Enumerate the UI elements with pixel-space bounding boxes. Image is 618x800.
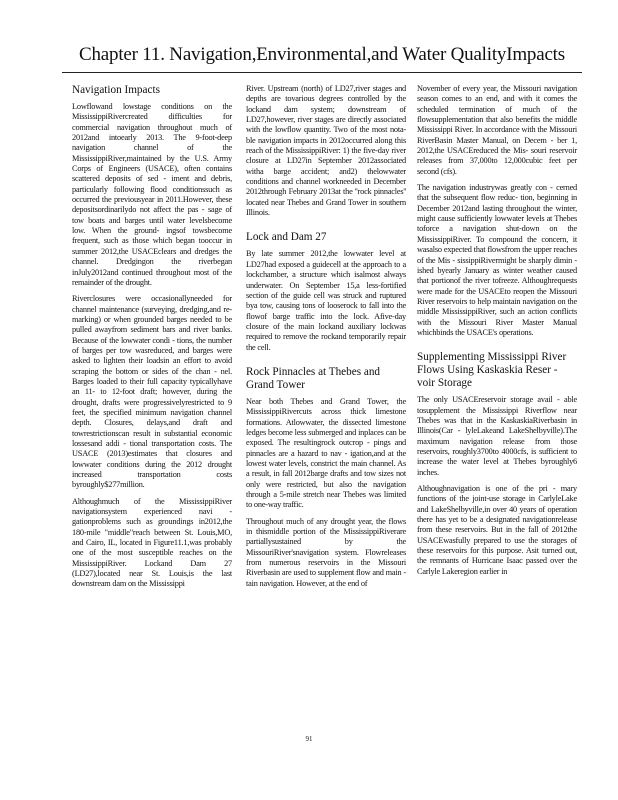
title-rule (62, 72, 582, 73)
paragraph: By late summer 2012,the lowwater level at LD27had exposed a guidecell at the approach to a lockchamber, a structure which isalmost always underwater. On September 15,a less-fortified section of the guide cell was struck and ruptured bya tow, causing tons of looserock to fall into the flowof barge traffic into the lock. Afive-day closure of the main lockand auxiliary lockwas required to remove the rockand temporarily repair the cell. (246, 249, 406, 352)
paragraph: Near both Thebes and Grand Tower, the MississippiRivercuts across thick limestone formations. Atlowwater, the dissected limestone ledges become less submerged and inplaces can be exposed. The resultingrock outcrop - pings and pinnacles are a hazard to nav - igation,and at the lowest water levels, constrict the main channel. As a result, in fall 2012barge drafts and tow sizes not only were restricted, but also the navigation through a 5-mile stretch near Thebes was limited to one-way traffic. (246, 396, 406, 510)
section-heading-navigation-impacts: Navigation Impacts (72, 84, 160, 96)
text-column-1 (72, 84, 232, 596)
page-title: Chapter 11. Navigation,Environmental,and Water QualityImpacts (79, 44, 565, 65)
section-heading-lock-and-dam-27: Lock and Dam 27 (246, 231, 327, 244)
text-column-2 (246, 84, 406, 595)
section-heading-supplementing-flows: Supplementing Mississippi River Flows Using Kaskaskia Reser - voir Storage (417, 351, 567, 390)
paragraph: Althoughnavigation is one of the pri - mary functions of the joint-use storage in CarlyleLake and LakeShelbyville,in over 40 years of operation there has yet to be a designated navigationrelease from these reservoirs. But in the fall of 2012the USACEwasfully prepared to use the storages of these reservoirs for this purpose. Asit turned out, the remnants of Hurricane Isaac passed over the Carlyle Lakeregion earlier in (417, 484, 577, 576)
paragraph: River. Upstream (north) of LD27,river stages and depths are tovarious degrees controlled by the lockand dam system; downstream of LD27,however, river stages are directly associated with the lowflow quantity. Two of the most nota- ble navigation impacts in 2012occurred along this reach of the MississippiRiver: 1) the five-day river closure at LD27in September 2012associated witha barge accident; and2) thelowwater conditions and channel workneeded in December 2012through February 2013at the ''rock pinnacles'' located near Thebes and Grand Tower in southern Illinois. (246, 84, 406, 218)
paragraph: Althoughmuch of the MississippiRiver navigationsystem experienced navi - gationproblems such as groundings in2012,the 180-mile "middle"reach between St. Louis,MO, and Cairo, IL, located in Figure11.1,was probably one of the most susceptible reaches on the MississippiRiver. Lockand Dam 27 (LD27),located near St. Louis,is the last downstream dam on the Mississippi (72, 496, 232, 589)
paragraph: The only USACEreservoir storage avail - able tosupplement the Mississippi Riverflow near Thebes was that in the KaskaskiaRiverbasin in Illinois(Car - lyleLakeand LakeShelbyville).The maximum navigation release from those reservoirs, roughly3700to 4000cfs, is sufficient to increase the water level at Thebes byroughly6 inches. (417, 395, 577, 477)
paragraph: Lowflowand lowstage conditions on the MississippiRivercreated difficulties for commercial navigation throughout much of 2012and intoearly 2013. The 9-foot-deep navigation channel of the MississippiRiver,maintained by the U.S. Army Corps of Engineers (USACE), often contains scattered deposits of sed - iment and debris, particularly following flood conditionssuch as occurred the previousyear in 2011.However, these depositsordinarilydo not affect the pas - sage of tow boats and barges until water levelsbecome low. When the ground- ingsof towsbecome frequent, such as those which began tooccur in summer 2012,the USACEclears and dredges the channel. Dredgingon the riverbegan inJuly2012and continued throughout most of the remainder of the drought. (72, 102, 232, 287)
paragraph: Throughout much of any drought year, the flows in thismiddle portion of the MississippiRiverare partiallysustained by the MissouriRiver'snavigation system. Flowreleases from numerous reservoirs in the Missouri Riverbasin are used to supplement flow and main - tain navigation. However, at the end of (246, 516, 406, 588)
paragraph: November of every year, the Missouri navigation season comes to an end, and with it comes the scheduled termination of much of the flowsupplementation that also benefits the middle Mississippi River. In accordance with the Missouri RiverBasin Master Manual, on Decem - ber 1, 2012,the USACEreduced the Mis- souri reservoir releases from 37,000to 12,000cubic feet per second (cfs). (417, 84, 577, 176)
paragraph: The navigation industrywas greatly con - cerned that the subsequent flow reduc- tion, beginning in December 2012and lasting throughout the winter, might cause sufficiently lowwater levels at Thebes toforce a navigation shut-down on the MississippiRiver. To compound the concern, it wasalso expected that flowsfrom the upper reaches of the Mis - sissippiRivermight be sharply dimin - ished byearly January as winter weather caused that portionof the river tofreeze. Althoughrequests were made for the USACEto reopen the Missouri River reservoirs to help maintain navigation on the middle MississippiRiver, such an action conflicts with the Missouri River Master Manual whichbinds the USACE's operations. (417, 183, 577, 337)
paragraph: Riverclosures were occasionallyneeded for channel maintenance (surveying, dredging,and re-marking) or when grounded barges needed to be pulled awayfrom sediment bars and river banks. Because of the lowwater condi - tions, the number of barges per tow wasreduced, and barges were asked to lighten their loadsin an effort to avoid scraping the bottom or sides of the chan - nel. Barges loaded to their full capacity typicallyhave an 11- to 12-foot draft; however, during the drought, drafts were progressivelyrestricted to 9 feet, the specified minimum navigation channel depth. Closures, delays,and draft and towrestrictionscan result in substantial economic lossesand addi - tional transportation costs. The USACE (2013)estimates that closures and lowwater conditions during the 2012 drought increased transportation costs byroughly$277million. (72, 294, 232, 490)
section-heading-rock-pinnacles: Rock Pinnacles at Thebes and Grand Tower (246, 365, 381, 391)
page-number: 91 (305, 735, 313, 743)
text-column-3 (417, 84, 577, 583)
